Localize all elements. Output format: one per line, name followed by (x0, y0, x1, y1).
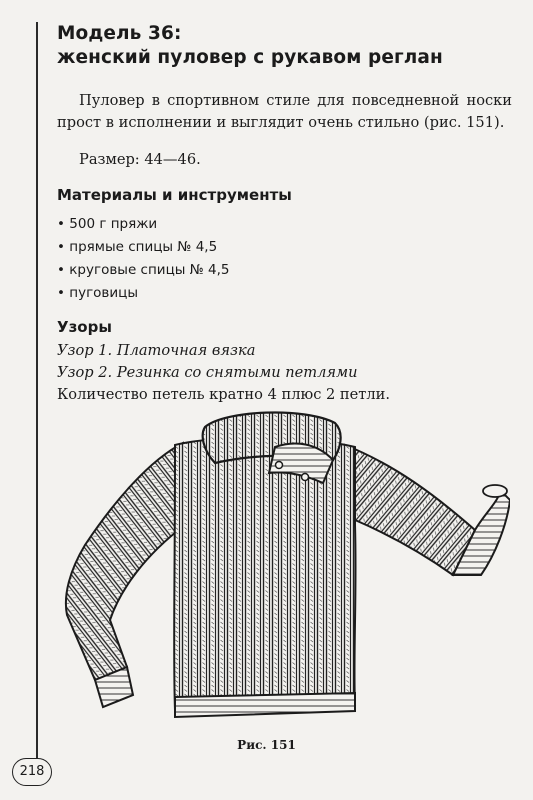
right-sleeve (345, 445, 475, 575)
stitch-count-note: Количество петель кратно 4 плюс 2 петли. (57, 386, 391, 403)
list-item: • прямые спицы № 4,5 (57, 236, 230, 259)
page-title (57, 22, 443, 70)
title-line-1: Модель 36: (57, 23, 182, 44)
size-line: Размер: 44—46. (79, 151, 201, 168)
hem (175, 693, 355, 717)
patterns-heading: Узоры (57, 318, 112, 336)
title-line-2: женский пуловер с рукавом реглан (57, 47, 443, 68)
sweater-illustration (55, 405, 510, 735)
intro-paragraph: Пуловер в спортивном стиле для повседневной носки прост в исполнении и выглядит очень стильно (рис. 151). (57, 92, 512, 131)
materials-list (57, 213, 230, 305)
button (302, 474, 309, 481)
materials-heading: Материалы и инструменты (57, 186, 292, 204)
list-item: • круговые спицы № 4,5 (57, 259, 230, 282)
body (174, 438, 355, 710)
left-sleeve (66, 443, 185, 680)
pattern-2: Узор 2. Резинка со снятыми петлями (57, 364, 358, 381)
page-number: 218 (12, 758, 52, 786)
margin-rule (36, 22, 38, 770)
pattern-1: Узор 1. Платочная вязка (57, 342, 256, 359)
list-item: • 500 г пряжи (57, 213, 230, 236)
list-item: • пуговицы (57, 282, 230, 305)
button (276, 462, 283, 469)
figure-caption: Рис. 151 (237, 738, 296, 752)
